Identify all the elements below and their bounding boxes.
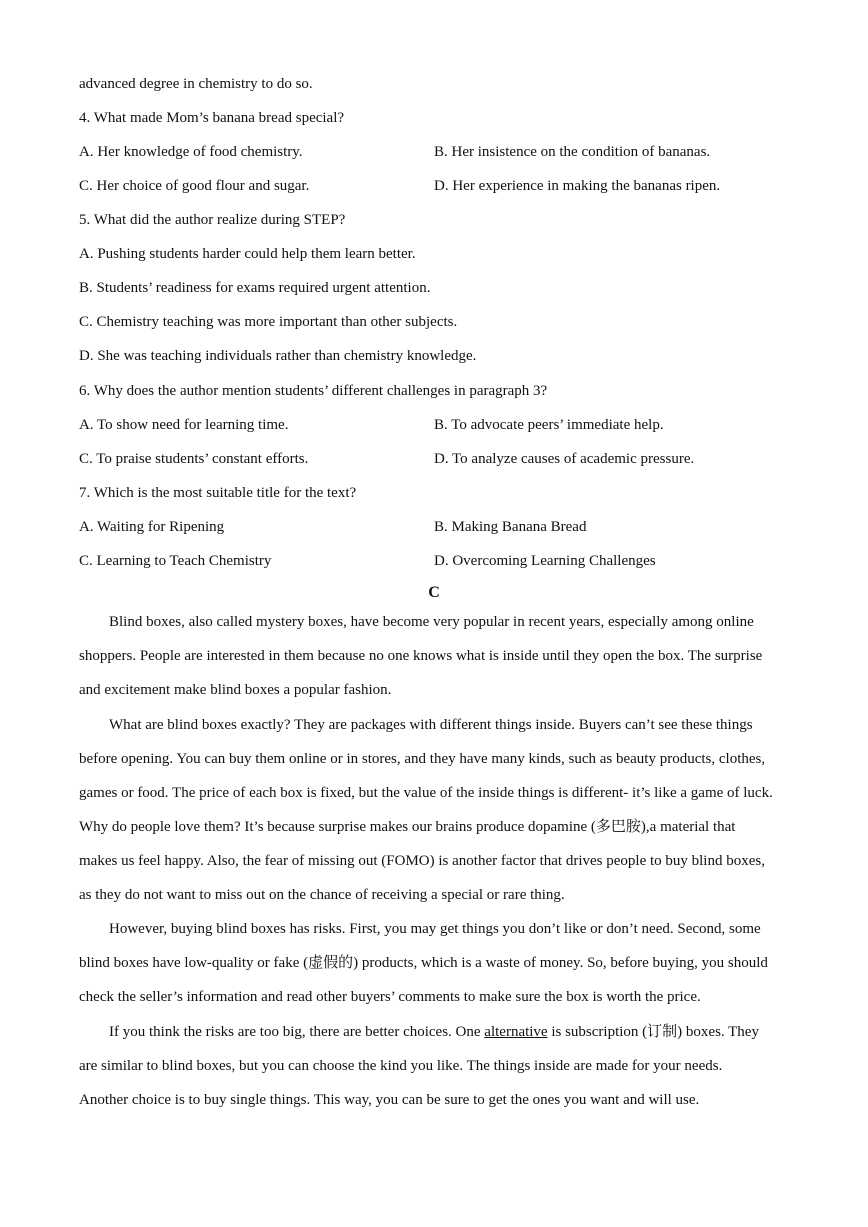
paragraph-line: Why do people love them? It’s because surprise makes our brains produce dopamine (多巴胺),a material that	[79, 819, 736, 835]
paragraph-line: and excitement make blind boxes a popular fashion.	[79, 682, 392, 698]
text-segment: If you think the risks are too big, there are better choices. One	[109, 1024, 485, 1040]
paragraph-line: Blind boxes, also called mystery boxes, have become very popular in recent years, especially among online	[109, 614, 754, 630]
option: A. Her knowledge of food chemistry.	[79, 144, 303, 160]
option: B. Her insistence on the condition of bananas.	[434, 144, 711, 160]
option: C. Her choice of good flour and sugar.	[79, 178, 310, 194]
paragraph-line: shoppers. People are interested in them because no one knows what is inside until they open the box. The surprise	[79, 648, 763, 664]
option: B. Students’ readiness for exams required urgent attention.	[79, 280, 431, 296]
section-heading: C	[428, 584, 440, 601]
paragraph-line: are similar to blind boxes, but you can choose the kind you like. The things inside are made for your needs.	[79, 1058, 723, 1074]
paragraph-line: However, buying blind boxes has risks. First, you may get things you don’t like or don’t need. Second, some	[109, 921, 761, 937]
option: C. To praise students’ constant efforts.	[79, 451, 309, 467]
question-stem: 5. What did the author realize during STEP?	[79, 212, 346, 228]
paragraph-line: Another choice is to buy single things. This way, you can be sure to get the ones you want and will use.	[79, 1092, 700, 1108]
option: D. Overcoming Learning Challenges	[434, 553, 656, 569]
paragraph-line: makes us feel happy. Also, the fear of missing out (FOMO) is another factor that drives people to buy blind boxes,	[79, 853, 765, 869]
underlined-word: alternative	[484, 1024, 548, 1040]
option: D. Her experience in making the bananas ripen.	[434, 178, 721, 194]
paragraph-line: games or food. The price of each box is fixed, but the value of the inside things is different- it’s like a game of luck.	[79, 785, 773, 801]
option: B. To advocate peers’ immediate help.	[434, 417, 664, 433]
option: B. Making Banana Bread	[434, 519, 587, 535]
text-segment: is subscription (订制) boxes. They	[547, 1024, 759, 1040]
option: D. To analyze causes of academic pressure.	[434, 451, 695, 467]
paragraph-line: blind boxes have low-quality or fake (虚假的) products, which is a waste of money. So, before buying, you should	[79, 955, 768, 971]
question-stem: 4. What made Mom’s banana bread special?	[79, 110, 345, 126]
option: C. Chemistry teaching was more important than other subjects.	[79, 314, 458, 330]
paragraph-line	[109, 1022, 759, 1042]
paragraph-line: as they do not want to miss out on the chance of receiving a special or rare thing.	[79, 887, 565, 903]
intro-line: advanced degree in chemistry to do so.	[79, 76, 313, 92]
paragraph-line: before opening. You can buy them online or in stores, and they have many kinds, such as beauty products, clothes,	[79, 751, 766, 767]
paragraph-line: check the seller’s information and read other buyers’ comments to make sure the box is worth the price.	[79, 989, 701, 1005]
option: A. Waiting for Ripening	[79, 519, 225, 535]
option: D. She was teaching individuals rather than chemistry knowledge.	[79, 348, 477, 364]
option: C. Learning to Teach Chemistry	[79, 553, 272, 569]
question-stem: 6. Why does the author mention students’ different challenges in paragraph 3?	[79, 383, 548, 399]
paragraph-line: What are blind boxes exactly? They are packages with different things inside. Buyers can’t see these things	[109, 717, 753, 733]
question-stem: 7. Which is the most suitable title for the text?	[79, 485, 357, 501]
option: A. To show need for learning time.	[79, 417, 289, 433]
option: A. Pushing students harder could help them learn better.	[79, 246, 416, 262]
